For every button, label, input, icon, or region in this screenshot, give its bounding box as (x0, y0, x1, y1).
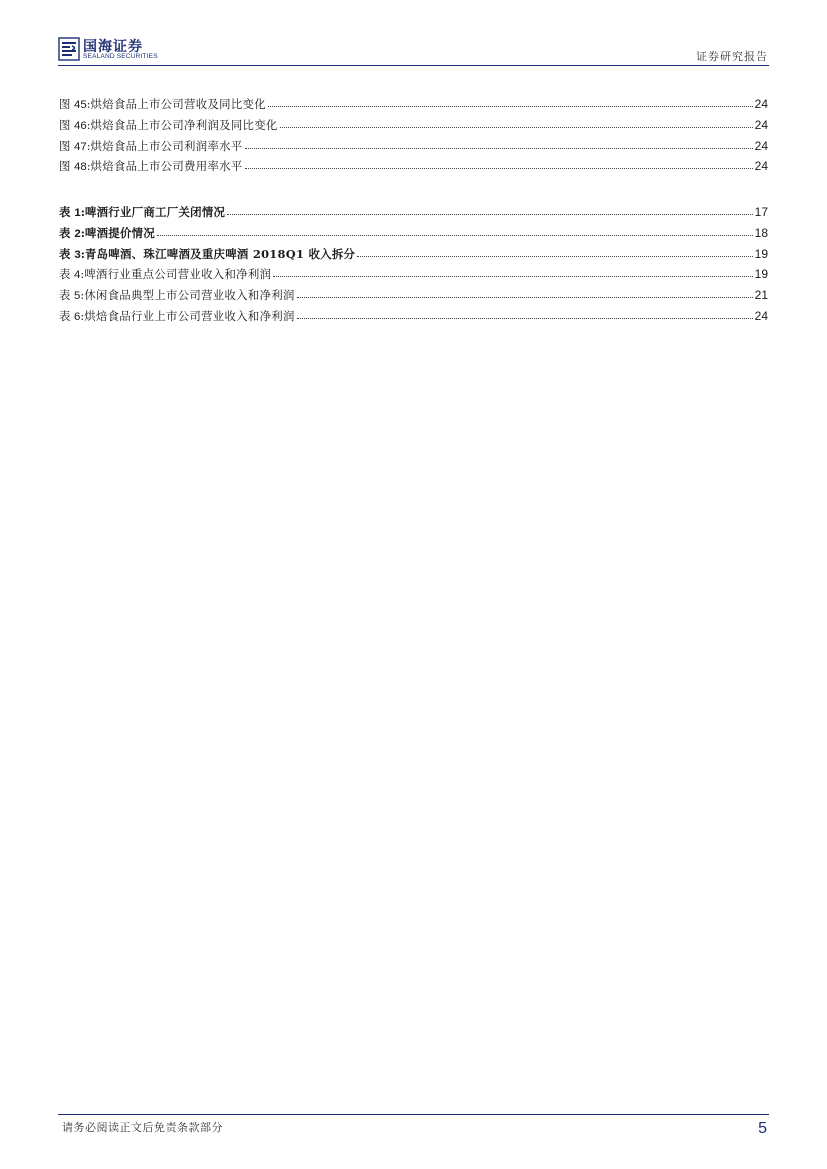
table-toc-entry[interactable] (59, 264, 768, 285)
entry-page-number: 24 (754, 138, 768, 153)
entry-label: 表 4: (59, 267, 85, 282)
document-type: 证券研究报告 (696, 50, 768, 63)
sealand-logo (58, 37, 178, 63)
figure-toc-entry[interactable] (59, 115, 768, 136)
entry-page-number: 24 (754, 308, 768, 323)
footer-disclaimer: 请务必阅读正文后免责条款部分 (62, 1121, 223, 1134)
entry-title: 青岛啤酒、珠江啤酒及重庆啤酒 2018Q1 收入拆分 (84, 246, 356, 261)
entry-title: 啤酒提价情况 (84, 225, 156, 240)
dot-leader (245, 167, 753, 169)
entry-title: 烘焙食品行业上市公司营业收入和净利润 (84, 308, 295, 323)
table-list (59, 202, 768, 327)
figure-toc-entry[interactable] (59, 156, 768, 177)
table-toc-entry[interactable] (59, 244, 768, 265)
dot-leader (227, 213, 752, 215)
figure-toc-entry[interactable] (59, 94, 768, 115)
entry-label: 图 47: (59, 138, 91, 153)
entry-title: 烘焙食品上市公司净利润及同比变化 (90, 117, 278, 132)
dot-leader (280, 126, 753, 128)
entry-page-number: 17 (754, 205, 768, 219)
entry-page-number: 21 (754, 288, 768, 303)
dot-leader (273, 275, 752, 277)
entry-label: 表 2: (59, 225, 85, 240)
entry-page-number: 19 (754, 246, 768, 261)
header-divider (58, 65, 769, 66)
entry-title: 烘焙食品上市公司营收及同比变化 (90, 97, 266, 111)
logo-chinese-name: 国海证券 (83, 39, 143, 55)
entry-title: 啤酒行业厂商工厂关闭情况 (84, 205, 226, 219)
dot-leader (297, 296, 753, 298)
table-toc-entry[interactable] (59, 285, 768, 306)
entry-label: 图 48: (59, 159, 91, 174)
entry-page-number: 24 (754, 159, 768, 174)
entry-title: 烘焙食品上市公司利润率水平 (90, 138, 243, 153)
entry-page-number: 24 (754, 97, 768, 111)
entry-page-number: 24 (754, 117, 768, 132)
entry-label: 表 5: (59, 288, 85, 303)
entry-label: 图 46: (59, 117, 91, 132)
entry-label: 图 45: (59, 97, 91, 111)
dot-leader (357, 255, 752, 257)
page-header (0, 0, 827, 70)
entry-page-number: 18 (754, 225, 768, 240)
dot-leader (245, 147, 753, 149)
entry-title: 休闲食品典型上市公司营业收入和净利润 (84, 288, 295, 303)
entry-title: 啤酒行业重点公司营业收入和净利润 (84, 267, 272, 282)
sealand-logo-icon (58, 37, 80, 61)
logo-english-name: SEALAND SECURITIES (83, 53, 158, 60)
page-number: 5 (758, 1120, 767, 1137)
entry-title: 烘焙食品上市公司费用率水平 (90, 159, 243, 174)
dot-leader (297, 317, 753, 319)
dot-leader (157, 234, 753, 236)
figure-list (59, 94, 768, 177)
figure-toc-entry[interactable] (59, 136, 768, 157)
entry-label: 表 3: (59, 246, 85, 261)
table-toc-entry[interactable] (59, 223, 768, 244)
table-toc-entry[interactable] (59, 306, 768, 327)
entry-label: 表 6: (59, 308, 85, 323)
dot-leader (268, 105, 753, 107)
table-toc-entry[interactable] (59, 202, 768, 223)
footer-divider (58, 1114, 769, 1115)
entry-label: 表 1: (59, 205, 85, 219)
entry-page-number: 19 (754, 267, 768, 282)
